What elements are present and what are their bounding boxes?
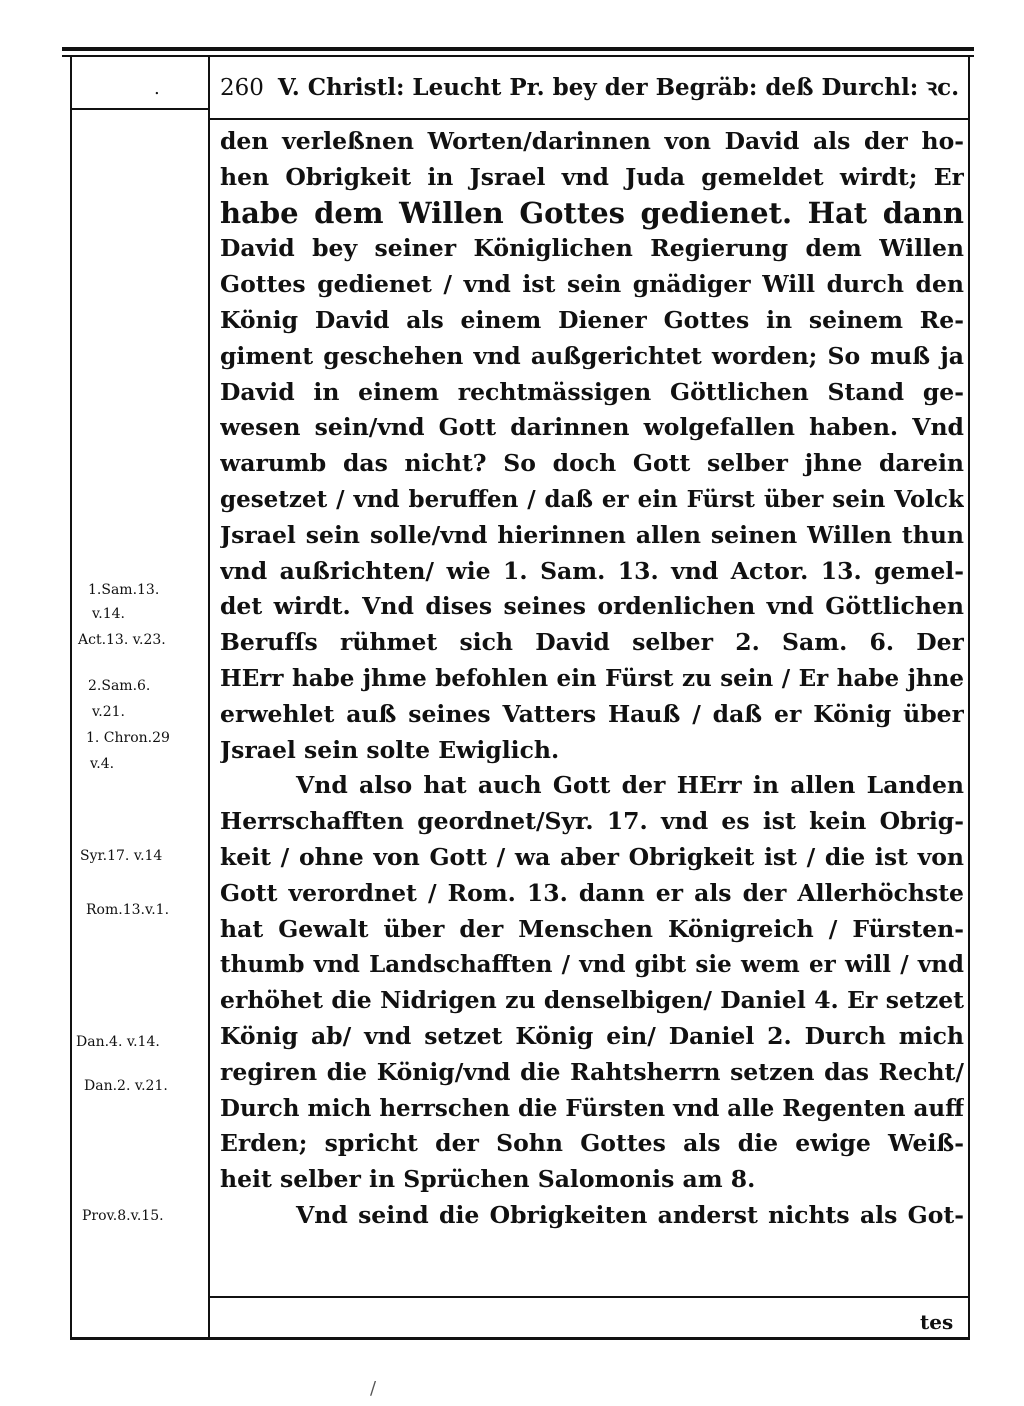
body-text	[220, 124, 964, 1234]
margin-note: v.4.	[90, 756, 115, 772]
text-line: Berufſs rühmet sich David selber 2. Sam. 6. Der	[220, 628, 964, 657]
text-line: Herrschafften geordnet/Syr. 17. vnd es ist kein Obrig-	[220, 807, 964, 836]
margin-dot: .	[154, 78, 160, 99]
text-line: den verleßnen Worten/darinnen von David als der ho-	[220, 127, 964, 155]
text-line: hat Gewalt über der Menschen Königreich / Fürsten-	[220, 914, 964, 943]
text-line: keit / ohne von Gott / wa aber Obrigkeit ist / die ist von	[220, 842, 964, 871]
margin-note: 2.Sam.6.	[88, 678, 151, 694]
text-line: HErr habe jhme befohlen ein Fürst zu sein / Er habe jhne	[220, 664, 964, 692]
running-header	[220, 70, 960, 102]
margin-note: Dan.4. v.14.	[76, 1034, 160, 1050]
text-line: heit selber in Sprüchen Salomonis am 8.	[220, 1165, 756, 1194]
text-line: Gott verordnet / Rom. 13. dann er als der Allerhöchste	[220, 878, 964, 907]
top-rule	[62, 47, 974, 51]
header-rule	[210, 118, 968, 120]
margin-note: Prov.8.v.15.	[82, 1208, 164, 1224]
bottom-rule	[70, 1337, 970, 1340]
text-line: Vnd also hat auch Gott der HErr in allen Landen	[296, 771, 964, 800]
margin-note: Act.13. v.23.	[78, 632, 166, 648]
stray-mark: /	[370, 1378, 377, 1399]
text-line: vnd außrichten/ wie 1. Sam. 13. vnd Actor. 13. gemel-	[220, 556, 964, 585]
footer-rule	[210, 1296, 970, 1298]
text-line: erhöhet die Nidrigen zu denselbigen/ Daniel 4. Er setzet	[220, 986, 964, 1015]
margin-note: 1.Sam.13.	[88, 582, 160, 598]
margin-header-rule	[72, 108, 208, 110]
text-line: Jsrael sein solte Ewiglich.	[220, 735, 560, 764]
margin-note: v.14.	[92, 606, 125, 622]
margin-note: Syr.17. v.14	[80, 848, 163, 864]
catchword: tes	[920, 1310, 954, 1334]
text-line: det wirdt. Vnd dises seines ordenlichen vnd Göttlichen	[220, 592, 964, 621]
text-line: König ab/ vnd setzet König ein/ Daniel 2. Durch mich	[220, 1021, 964, 1050]
text-line: Erden; spricht der Sohn Gottes als die ewige Weiß-	[220, 1129, 964, 1158]
text-line: erwehlet auß seines Vatters Hauß / daß er König über	[220, 699, 964, 728]
text-line: wesen sein/vnd Gott darinnen wolgefallen haben. Vnd	[220, 413, 964, 442]
margin-divider-line	[208, 55, 210, 1340]
text-line: hen Obrigkeit in Jsrael vnd Juda gemeldet wirdt; Er	[220, 162, 964, 191]
text-line-emphasis: habe dem Willen Gottes gedienet. Hat dann	[220, 195, 964, 230]
text-line: Vnd seind die Obrigkeiten anderst nichts als Got-	[296, 1200, 964, 1229]
text-line: Durch mich herrschen die Fürsten vnd alle Regenten auff	[220, 1094, 964, 1122]
text-line: gesetzet / vnd beruffen / daß er ein Fürst über sein Volck	[220, 485, 964, 513]
margin-note: v.21.	[92, 704, 125, 720]
margin-note: 1. Chron.29	[86, 730, 170, 746]
text-line: giment geschehen vnd außgerichtet worden; So muß ja	[220, 341, 964, 370]
text-line: David bey seiner Königlichen Regierung dem Willen	[220, 234, 964, 263]
text-line: Jsrael sein solle/vnd hierinnen allen seinen Willen thun	[220, 520, 964, 549]
text-line: thumb vnd Landschafften / vnd gibt sie wem er will / vnd	[220, 951, 964, 979]
margin-note: Dan.2. v.21.	[84, 1078, 168, 1094]
right-border-line	[968, 55, 970, 1340]
text-line: David in einem rechtmässigen Göttlichen Stand ge-	[220, 377, 964, 406]
text-line: Gottes gedienet / vnd ist sein gnädiger Will durch den	[220, 270, 964, 299]
running-title: V. Christl: Leucht Pr. bey der Begräb: deß Durchl: ꝛc.	[277, 74, 960, 101]
top-rule-thin	[62, 55, 974, 57]
margin-note: Rom.13.v.1.	[86, 902, 170, 918]
text-line: König David als einem Diener Gottes in seinem Re-	[220, 305, 964, 334]
text-line: regiren die König/vnd die Rahtsherrn setzen das Recht/	[220, 1057, 964, 1086]
text-line: warumb das nicht? So doch Gott selber jhne darein	[220, 449, 964, 478]
left-border-line	[70, 55, 72, 1340]
page-number: 260	[220, 75, 264, 101]
